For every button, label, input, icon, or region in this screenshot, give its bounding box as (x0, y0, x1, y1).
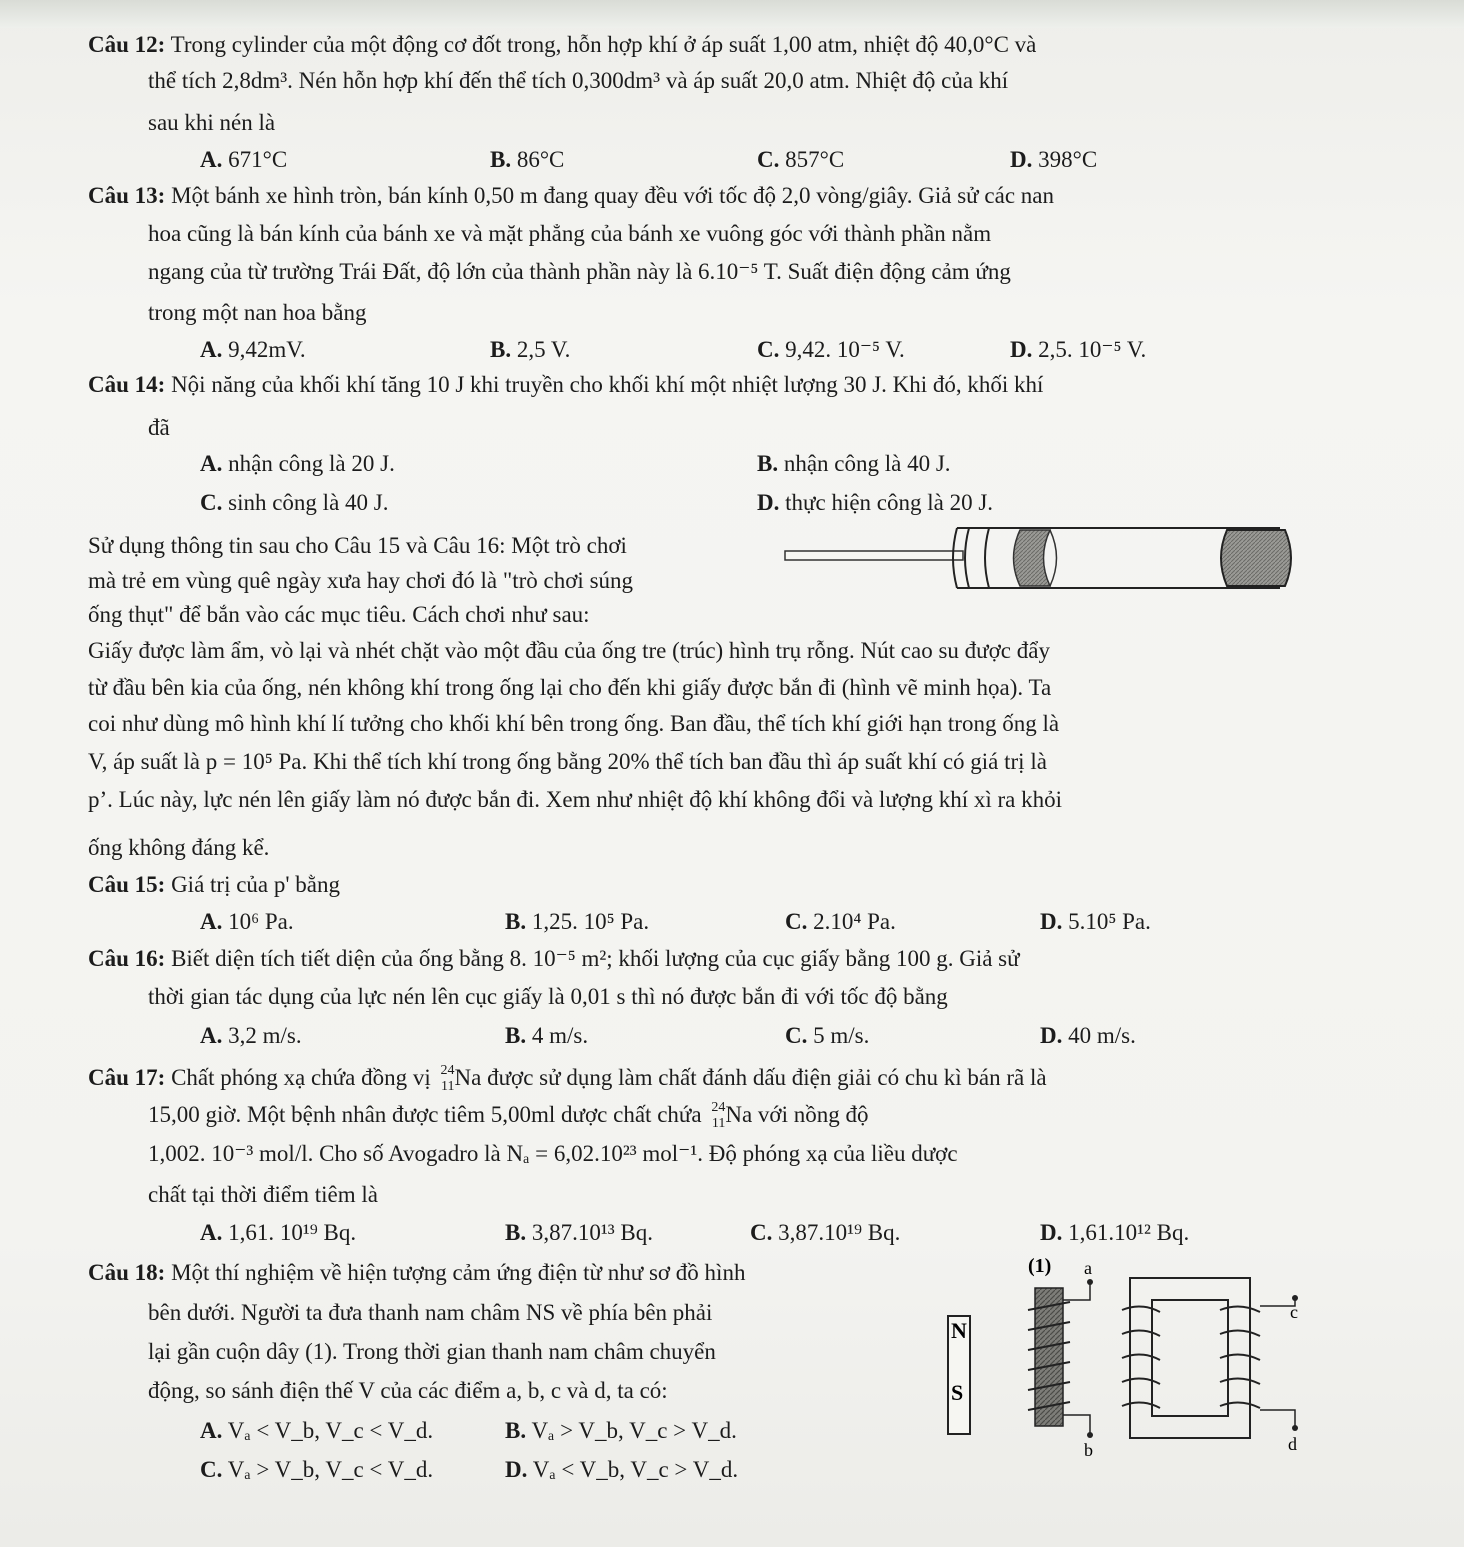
intro-line7: V, áp suất là p = 10⁵ Pa. Khi thể tích khí trong ống bằng 20% thể tích ban đầu thì áp suất khí có giá trị là (88, 749, 1047, 774)
q14-line1 (88, 370, 1043, 400)
intro-line6: coi như dùng mô hình khí lí tưởng cho khối khí bên trong ống. Ban đầu, thể tích khí giới hạn trong ống là (88, 711, 1060, 736)
q12-option-b[interactable]: B. 86°C (490, 147, 565, 172)
q12-line1 (88, 30, 1036, 60)
q16-label: Câu 16: (88, 946, 166, 971)
intro-line3: ống thụt" để bắn vào các mục tiêu. Cách chơi như sau: (88, 602, 590, 627)
q12-text3: sau khi nén là (148, 110, 276, 135)
intro-line9: ống không đáng kể. (88, 835, 270, 860)
q15-label: Câu 15: (88, 872, 166, 897)
q14-option-b[interactable]: B. nhận công là 40 J. (757, 451, 951, 476)
point-c-label: c (1290, 1302, 1298, 1322)
q18-label: Câu 18: (88, 1260, 166, 1285)
q13-text1: Một bánh xe hình tròn, bán kính 0,50 m đang quay đều với tốc độ 2,0 vòng/giây. Giả sử các nan (171, 183, 1054, 208)
q13-option-c[interactable]: C. 9,42. 10⁻⁵ V. (757, 337, 905, 362)
q16-option-c[interactable]: C. 5 m/s. (785, 1023, 870, 1048)
paper-wad-left-edge (1050, 530, 1057, 586)
q15-line1 (88, 870, 340, 900)
q17-text2b: với nồng độ (757, 1102, 869, 1127)
q14-text2: đã (148, 415, 170, 440)
q18-option-c[interactable]: C. Vₐ > V_b, V_c < V_d. (200, 1457, 434, 1482)
q17-option-c[interactable]: C. 3,87.10¹⁹ Bq. (750, 1220, 901, 1245)
q12-option-c[interactable]: C. 857°C (757, 147, 845, 172)
q13-option-d[interactable]: D. 2,5. 10⁻⁵ V. (1010, 337, 1147, 362)
induction-circuit-figure (930, 1250, 1310, 1460)
wire-d (1260, 1410, 1295, 1428)
q16-text2: thời gian tác dụng của lực nén lên cục giấy là 0,01 s thì nó được bắn đi với tốc độ bằng (148, 984, 948, 1009)
q14-option-a[interactable]: A. nhận công là 20 J. (200, 451, 395, 476)
q15-text1: Giá trị của p' bằng (171, 872, 340, 897)
point-d-dot (1292, 1425, 1298, 1431)
q12-option-a[interactable]: A. 671°C (200, 147, 288, 172)
q14-option-d[interactable]: D. thực hiện công là 20 J. (757, 490, 994, 515)
q12-text2: thể tích 2,8dm³. Nén hỗn hợp khí đến thể tích 0,300dm³ và áp suất 20,0 atm. Nhiệt độ của khí (148, 68, 1009, 93)
na24-isotope-symbol: 24 11 (440, 1062, 455, 1094)
point-c-dot (1292, 1295, 1298, 1301)
iron-frame-inner (1152, 1300, 1228, 1416)
q17-option-b[interactable]: B. 3,87.10¹³ Bq. (505, 1220, 653, 1245)
point-a-label: a (1084, 1258, 1092, 1278)
intro-line2: mà trẻ em vùng quê ngày xưa hay chơi đó là "trò chơi súng (88, 568, 634, 593)
q15-option-a[interactable]: A. 10⁶ Pa. (200, 909, 294, 934)
q17-line2: 15,00 giờ. Một bệnh nhân được tiêm 5,00ml dược chất chứa 24 11 Na với nồng độ (148, 1099, 869, 1131)
q17-option-d[interactable]: D. 1,61.10¹² Bq. (1040, 1220, 1190, 1245)
photo-top-edge (0, 0, 1464, 28)
q12-text1: Trong cylinder của một động cơ đốt trong, hỗn hợp khí ở áp suất 1,00 atm, nhiệt độ 40,0°C và (170, 32, 1037, 57)
point-a-dot (1087, 1279, 1093, 1285)
q17-text1b: được sử dụng làm chất đánh dấu điện giải có chu kì bán rã là (487, 1065, 1047, 1090)
frame-right-winding (1220, 1306, 1260, 1408)
q12-label: Câu 12: (88, 32, 166, 57)
q13-text3: ngang của từ trường Trái Đất, độ lớn của thành phần này là 6.10⁻⁵ T. Suất điện động cảm ứng (148, 259, 1011, 284)
q18-text2: bên dưới. Người ta đưa thanh nam châm NS về phía bên phải (148, 1300, 713, 1325)
q12-option-d[interactable]: D. 398°C (1010, 147, 1098, 172)
q13-option-a[interactable]: A. 9,42mV. (200, 337, 306, 362)
q17-text2a: 15,00 giờ. Một bệnh nhân được tiêm 5,00ml dược chất chứa (148, 1102, 702, 1127)
q17-option-a[interactable]: A. 1,61. 10¹⁹ Bq. (200, 1220, 357, 1245)
q17-line1: Câu 17: Chất phóng xạ chứa đồng vị 24 11 Na được sử dụng làm chất đánh dấu điện giải có chu kì bán rã là (88, 1062, 1047, 1094)
intro-line1: Sử dụng thông tin sau cho Câu 15 và Câu 16: Một trò chơi (88, 533, 627, 558)
q18-text3: lại gần cuộn dây (1). Trong thời gian thanh nam châm chuyển (148, 1339, 716, 1364)
q15-option-b[interactable]: B. 1,25. 10⁵ Pa. (505, 909, 650, 934)
q16-option-d[interactable]: D. 40 m/s. (1040, 1023, 1136, 1048)
paper-wad-right (1221, 530, 1291, 586)
q13-label: Câu 13: (88, 183, 166, 208)
q18-line1 (88, 1258, 745, 1288)
intro-line5: từ đầu bên kia của ống, nén không khí trong ống lại cho đến khi giấy được bắn đi (hình vẽ minh họa). Ta (88, 675, 1052, 700)
q17-text4: chất tại thời điểm tiêm là (148, 1182, 378, 1207)
q18-option-d[interactable]: D. Vₐ < V_b, V_c > V_d. (505, 1457, 739, 1482)
q15-option-d[interactable]: D. 5.10⁵ Pa. (1040, 909, 1151, 934)
q18-option-a[interactable]: A. Vₐ < V_b, V_c < V_d. (200, 1418, 434, 1443)
q13-text4: trong một nan hoa bằng (148, 300, 367, 325)
q14-label: Câu 14: (88, 372, 166, 397)
q16-text1: Biết diện tích tiết diện của ống bằng 8. 10⁻⁵ m²; khối lượng của cục giấy bằng 100 g. Giả sử (171, 946, 1020, 971)
q16-line1 (88, 944, 1020, 974)
q14-text1: Nội năng của khối khí tăng 10 J khi truyền cho khối khí một nhiệt lượng 30 J. Khi đó, khối khí (171, 372, 1044, 397)
point-b-dot (1087, 1432, 1093, 1438)
coil-label: (1) (1028, 1255, 1052, 1277)
q17-text3: 1,002. 10⁻³ mol/l. Cho số Avogadro là Nₐ = 6,02.10²³ mol⁻¹. Độ phóng xạ của liều dược (148, 1141, 958, 1166)
frame-left-winding (1122, 1306, 1160, 1408)
q15-option-c[interactable]: C. 2.10⁴ Pa. (785, 909, 896, 934)
na24-isotope-symbol-2: 24 11 (711, 1099, 726, 1131)
q13-text2: hoa cũng là bán kính của bánh xe và mặt phẳng của bánh xe vuông góc với thành phần nằm (148, 221, 992, 246)
paper-wad-left (1014, 530, 1051, 586)
iron-frame-outer (1130, 1278, 1250, 1438)
point-b-label: b (1084, 1440, 1093, 1460)
point-d-label: d (1288, 1434, 1297, 1454)
q16-option-b[interactable]: B. 4 m/s. (505, 1023, 589, 1048)
q17-label: Câu 17: (88, 1065, 166, 1090)
q16-option-a[interactable]: A. 3,2 m/s. (200, 1023, 302, 1048)
plunger-rod (785, 551, 963, 560)
intro-line4: Giấy được làm ẩm, vò lại và nhét chặt vào một đầu của ống tre (trúc) hình trụ rỗng. Nút cao su được đẩy (88, 638, 1050, 663)
q18-option-b[interactable]: B. Vₐ > V_b, V_c > V_d. (505, 1418, 737, 1443)
magnet-n-label: N (951, 1318, 967, 1343)
wire-a (1063, 1282, 1090, 1300)
bamboo-gun-figure (775, 522, 1300, 594)
magnet-s-label: S (951, 1380, 964, 1405)
q13-option-b[interactable]: B. 2,5 V. (490, 337, 571, 362)
q13-line1 (88, 181, 1054, 211)
intro-line8: p’. Lúc này, lực nén lên giấy làm nó được bắn đi. Xem như nhiệt độ khí không đổi và lượng khí xì ra khỏi (88, 787, 1062, 812)
q18-text1: Một thí nghiệm về hiện tượng cảm ứng điện từ như sơ đồ hình (171, 1260, 746, 1285)
q14-option-c[interactable]: C. sinh công là 40 J. (200, 490, 389, 515)
q18-text4: động, so sánh điện thế V của các điểm a, b, c và d, ta có: (148, 1378, 668, 1403)
wire-b (1063, 1415, 1090, 1435)
q17-text1a: Chất phóng xạ chứa đồng vị (171, 1065, 431, 1090)
